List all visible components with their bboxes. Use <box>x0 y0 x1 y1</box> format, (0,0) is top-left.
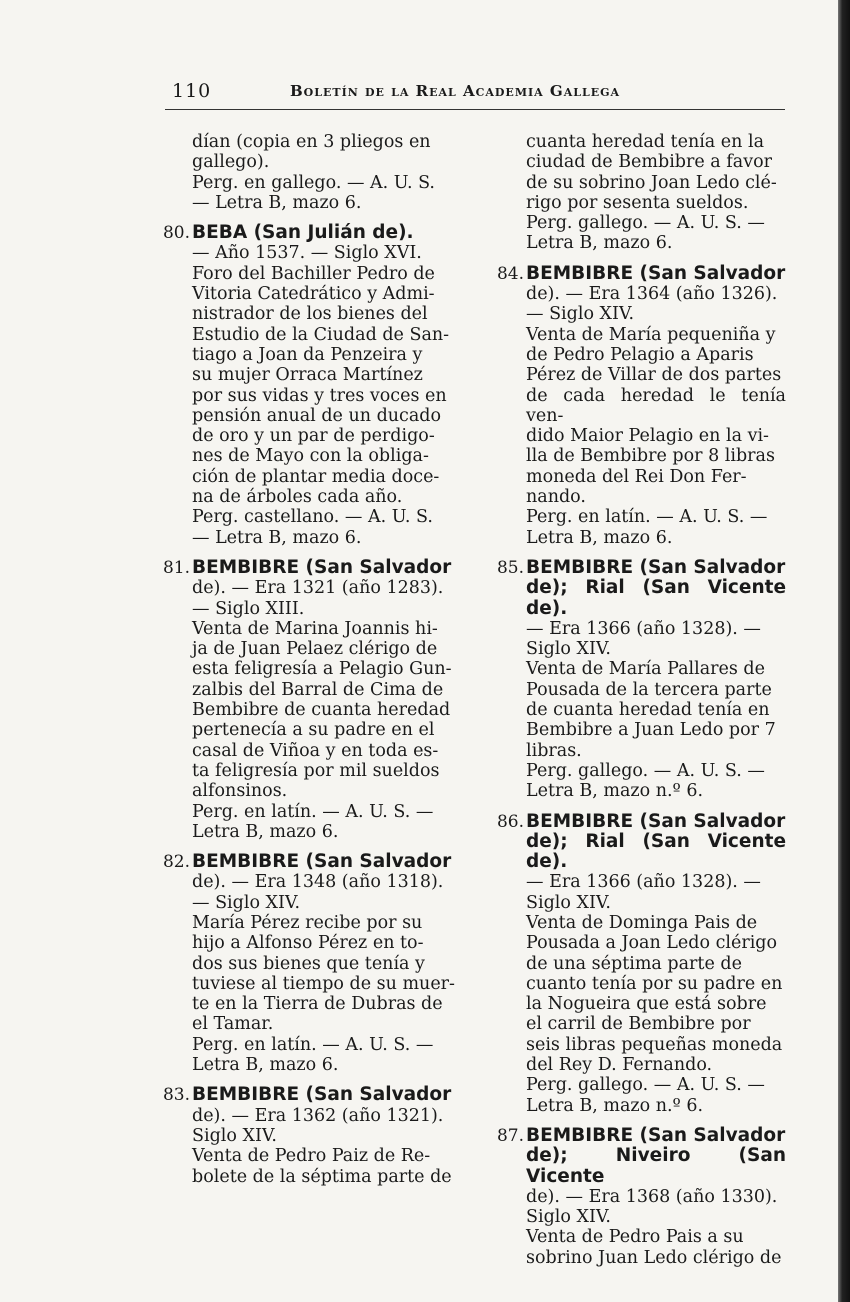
text-line: seis libras pequeñas moneda <box>526 1034 783 1055</box>
text-line: pensión anual de un ducado <box>192 405 442 426</box>
source-line: Letra B, mazo n.º 6. <box>526 781 704 802</box>
text-line: ta feligresía por mil sueldos <box>192 760 440 781</box>
entry-date: — Era 1366 (año 1328). — <box>526 618 761 639</box>
entry-date: de). — Era 1348 (año 1318). <box>192 872 444 893</box>
text-line: casal de Viñoa y en toda es- <box>192 740 439 761</box>
text-line: moneda del Rei Don Fer- <box>526 466 747 487</box>
entry-number: 82. <box>162 852 190 873</box>
page-header <box>172 80 782 106</box>
entry-body <box>152 223 457 548</box>
text-line: te en la Tierra de Dubras de <box>192 994 443 1015</box>
entry-body <box>152 852 457 1075</box>
entry-number: 86. <box>496 811 524 832</box>
text-line: Pousada de la tercera parte <box>526 679 772 700</box>
source-line: Letra B, mazo 6. <box>192 821 339 842</box>
text-line: Venta de María pequeniña y <box>526 324 776 345</box>
entry-heading: BEMBIBRE (San Salvador <box>526 1124 786 1146</box>
entry-body <box>152 1085 457 1186</box>
entry-number: 87. <box>496 1125 524 1146</box>
text-line: ción de plantar media doce- <box>192 466 440 487</box>
catalog-entry <box>152 558 457 842</box>
source-line: Perg. en latín. — A. U. S. — <box>192 801 434 822</box>
source-line: Letra B, mazo n.º 6. <box>526 1095 704 1116</box>
entry-date: Siglo XIV. <box>526 892 611 913</box>
source-line: — Letra B, mazo 6. <box>192 192 362 213</box>
text-line: Venta de Dominga Pais de <box>526 912 758 933</box>
text-line: María Pérez recibe por su <box>192 912 423 933</box>
source-line: Perg. gallego. — A. U. S. — <box>526 760 765 781</box>
entry-body <box>486 264 786 548</box>
text-line: libras. <box>526 740 582 761</box>
text-line: cuanto tenía por su padre en <box>526 973 783 994</box>
text-line: por sus vidas y tres voces en <box>192 385 447 406</box>
entry-number: 83. <box>162 1085 190 1106</box>
entry-date: de). — Era 1362 (año 1321). <box>192 1105 444 1126</box>
left-column <box>152 132 457 1197</box>
text-line: de una séptima parte de <box>526 953 742 974</box>
entry-heading: BEMBIBRE (San Salvador <box>526 810 786 832</box>
text-line: Vitoria Catedrático y Admi- <box>192 284 435 305</box>
entry-number: 85. <box>496 557 524 578</box>
entry-date: de). — Era 1321 (año 1283). <box>192 578 444 599</box>
entry-number: 80. <box>162 223 190 244</box>
right-column <box>486 132 786 1278</box>
text-line: de cada heredad le tenía ven- <box>526 385 786 426</box>
text-line: la Nogueira que está sobre <box>526 994 767 1015</box>
text-line: Bembibre a Juan Ledo por 7 <box>526 720 776 741</box>
entry-date: — Siglo XIV. <box>526 304 635 325</box>
text-line: Venta de Pedro Paiz de Re- <box>192 1146 431 1167</box>
header-rule <box>165 109 785 110</box>
text-line: nistrador de los bienes del <box>192 304 428 325</box>
entry-date: de). — Era 1364 (año 1326). <box>526 284 778 305</box>
text-line: Estudio de la Ciudad de San- <box>192 324 450 345</box>
text-line: lla de Bembibre por 8 libras <box>526 446 775 467</box>
entry-body <box>486 558 786 802</box>
text-line: Pérez de Villar de dos partes <box>526 365 782 386</box>
catalog-entry <box>486 558 786 802</box>
catalog-entry <box>152 852 457 1075</box>
page-number: 110 <box>172 80 212 102</box>
text-line: el Tamar. <box>192 1014 274 1035</box>
text-line: de cuanta heredad tenía en <box>526 700 770 721</box>
text-line: Bembibre de cuanta heredad <box>192 700 451 721</box>
text-line: rigo por sesenta sueldos. <box>526 192 749 213</box>
entry-body <box>486 812 786 1116</box>
text-line: zalbis del Barral de Cima de <box>192 679 444 700</box>
text-line: pertenecía a su padre en el <box>192 720 435 741</box>
entry-date: — Era 1366 (año 1328). — <box>526 872 761 893</box>
text-line: nes de Mayo con la obliga- <box>192 446 429 467</box>
text-line: Foro del Bachiller Pedro de <box>192 263 435 284</box>
entry-date: de). — Era 1368 (año 1330). <box>526 1186 778 1207</box>
catalog-entry <box>486 1126 786 1268</box>
text-line: ciudad de Bembibre a favor <box>526 152 772 173</box>
entry-date: — Siglo XIII. <box>192 598 305 619</box>
text-line: su mujer Orraca Martínez <box>192 365 423 386</box>
text-line: cuanta heredad tenía en la <box>526 132 765 152</box>
text-line: hijo a Alfonso Pérez en to- <box>192 933 424 954</box>
entry-heading: BEMBIBRE (San Salvador <box>192 556 452 578</box>
catalog-entry <box>152 223 457 548</box>
text-line: de Pedro Pelagio a Aparis <box>526 344 754 365</box>
entry-body <box>152 558 457 842</box>
entry-date: Siglo XIV. <box>526 639 611 660</box>
text-line: dían (copia en 3 pliegos en <box>192 132 431 152</box>
source-line: Perg. gallego. — A. U. S. — <box>526 213 765 234</box>
entry-date: — Año 1537. — Siglo XVI. <box>192 243 422 264</box>
text-line: tuviese al tiempo de su muer- <box>192 973 455 994</box>
source-line: Perg. gallego. — A. U. S. — <box>526 1075 765 1096</box>
text-line: ja de Juan Pelaez clérigo de <box>192 639 438 660</box>
running-title: Boletín de la Real Academia Gallega <box>290 82 621 100</box>
entry-date: — Siglo XIV. <box>192 892 301 913</box>
continuation-text <box>152 132 457 213</box>
text-line: el carril de Bembibre por <box>526 1014 751 1035</box>
entry-date: Siglo XIV. <box>192 1125 277 1146</box>
source-line: — Letra B, mazo 6. <box>192 527 362 548</box>
text-line: tiago a Joan da Penzeira y <box>192 344 423 365</box>
text-line: Pousada a Joan Ledo clérigo <box>526 933 778 954</box>
page-edge-shadow <box>838 0 850 1302</box>
text-line: alfonsinos. <box>192 781 288 802</box>
text-line: sobrino Juan Ledo clérigo de <box>526 1247 782 1268</box>
text-line: bolete de la séptima parte de <box>192 1166 452 1187</box>
entry-heading: BEMBIBRE (San Salvador <box>526 556 786 578</box>
text-line: de oro y un par de perdigo- <box>192 426 435 447</box>
entry-heading: BEMBIBRE (San Salvador <box>192 1084 452 1106</box>
entry-body <box>486 1126 786 1268</box>
source-line: Perg. en gallego. — A. U. S. <box>192 172 435 193</box>
source-line: Letra B, mazo 6. <box>526 527 673 548</box>
text-line: Venta de Marina Joannis hi- <box>192 618 438 639</box>
source-line: Perg. en latín. — A. U. S. — <box>192 1034 434 1055</box>
text-line: esta feligresía a Pelagio Gun- <box>192 659 452 680</box>
catalog-entry <box>486 812 786 1116</box>
text-line: na de árboles cada año. <box>192 487 403 508</box>
text-line: dido Maior Pelagio en la vi- <box>526 426 769 447</box>
continuation-text <box>486 132 786 254</box>
entry-heading: BEMBIBRE (San Salvador <box>526 262 786 284</box>
source-line: Letra B, mazo 6. <box>192 1055 339 1076</box>
text-line: Venta de María Pallares de <box>526 659 765 680</box>
text-line: gallego). <box>192 152 270 173</box>
text-line: dos sus bienes que tenía y <box>192 953 425 974</box>
entry-heading: de); Niveiro (San Vicente <box>526 1145 786 1187</box>
entry-heading: de); Rial (San Vicente de). <box>526 577 786 619</box>
source-line: Letra B, mazo 6. <box>526 233 673 254</box>
entry-heading: de); Rial (San Vicente de). <box>526 830 786 873</box>
entry-date: Siglo XIV. <box>526 1207 611 1228</box>
source-line: Perg. en latín. — A. U. S. — <box>526 507 768 528</box>
entry-heading: BEBA (San Julián de). <box>192 222 414 244</box>
entry-number: 81. <box>162 557 190 578</box>
source-line: Perg. castellano. — A. U. S. <box>192 507 433 528</box>
text-line: de su sobrino Joan Ledo clé- <box>526 172 777 193</box>
entry-number: 84. <box>496 263 524 284</box>
text-line: nando. <box>526 487 586 508</box>
entry-heading: BEMBIBRE (San Salvador <box>192 851 452 873</box>
catalog-entry <box>152 1085 457 1186</box>
text-line: Venta de Pedro Pais a su <box>526 1227 744 1248</box>
catalog-entry <box>486 264 786 548</box>
text-line: del Rey D. Fernando. <box>526 1055 713 1076</box>
